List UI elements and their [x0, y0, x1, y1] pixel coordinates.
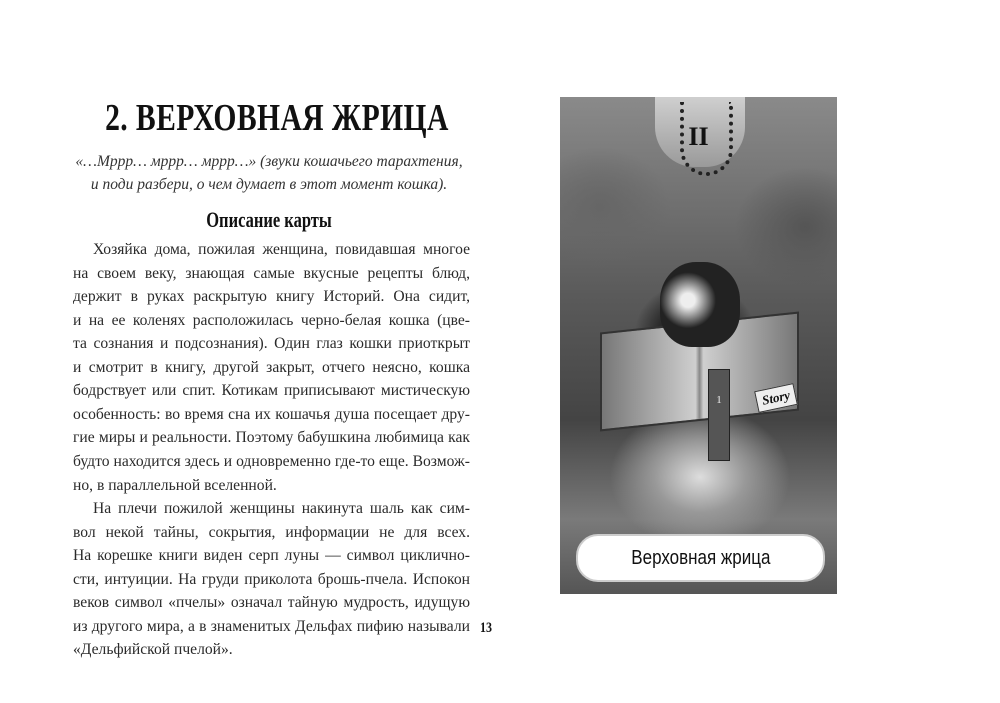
card-numeral: II: [688, 122, 709, 151]
body-line: но, в параллельной вселенной.: [73, 476, 277, 494]
epigraph-line: и поди разбери, о чем думает в этот момент кошка).: [90, 176, 448, 193]
spine-number: 1: [716, 394, 722, 406]
body-line: На плечи пожилой женщины накинута шаль как сим-: [93, 500, 470, 518]
body-line: Хозяйка дома, пожилая женщина, повидавшая многое: [93, 241, 470, 258]
body-line: и смотрит в книгу, другой закрыт, отчего неясно, кошка: [73, 358, 470, 376]
chapter-title: 2. ВЕРХОВНАЯ ЖРИЦА: [105, 97, 449, 139]
body-line: держит в руках раскрытую книгу Историй. Она сидит,: [73, 288, 470, 306]
body-line: вол некой тайны, сокрытия, информации не для всех.: [73, 523, 470, 541]
body-line: из другого мира, а в знаменитых Дельфах пифию называли: [73, 617, 470, 635]
body-line: гие миры и реальности. Поэтому бабушкина любимица как: [73, 429, 470, 447]
page-number: 13: [480, 620, 492, 636]
tarot-card-illustration: [560, 97, 837, 594]
body-line: бодрствует или спит. Котикам приписывают мистическую: [73, 382, 470, 400]
body-line: «Дельфийской пчелой».: [73, 641, 233, 659]
card-caption: [576, 534, 825, 582]
book-label: Story: [754, 383, 798, 413]
card-caption-text: Верховная жрица: [630, 547, 771, 569]
body-line: та сознания и подсознания). Один глаз кошки приоткрыт: [73, 335, 470, 353]
body-line: будто находится здесь и одновременно где-то еще. Возмож-: [73, 452, 470, 470]
body-line: на своем веку, знающая самые вкусные рецепты блюд,: [73, 264, 470, 282]
section-heading: Описание карты: [206, 207, 332, 232]
body-line: На корешке книги виден серп луны — символ циклично-: [73, 547, 470, 565]
body-line: и на ее коленях расположилась черно-белая кошка (цве-: [73, 311, 470, 329]
body-line: особенность: во время сна их кошачья душа посещает дру-: [73, 405, 470, 423]
epigraph-line: «…Мррр… мррр… мррр…» (звуки кошачьего тарахтения,: [75, 153, 463, 170]
book-spine: [708, 369, 730, 461]
body-line: веков символ «пчелы» означал тайную мудрость, идущую: [73, 594, 470, 612]
cat-head: [660, 262, 740, 347]
body-line: сти, интуиции. На груди приколота брошь-пчела. Испокон: [73, 570, 470, 588]
